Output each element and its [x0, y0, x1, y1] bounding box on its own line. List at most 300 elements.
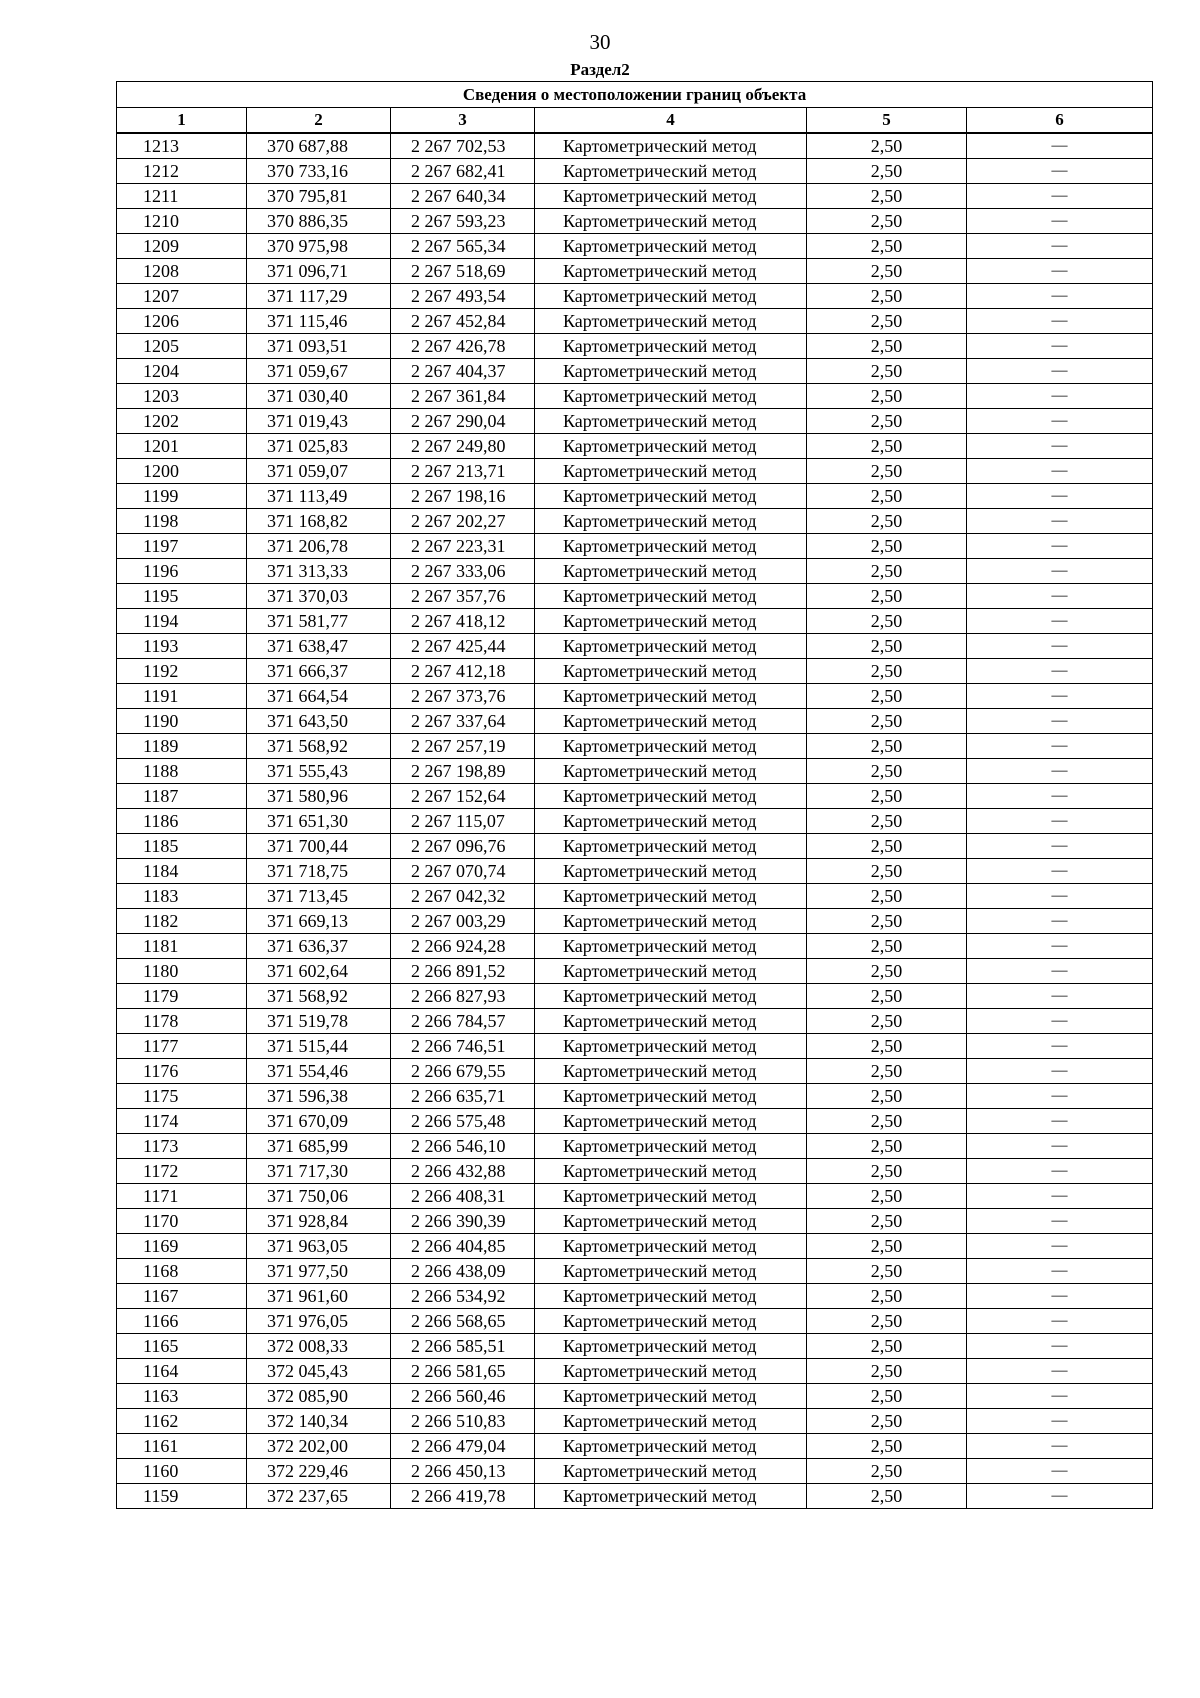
y-coordinate-cell: 2 267 337,64	[391, 709, 535, 734]
description-cell: —	[967, 184, 1153, 209]
y-coordinate-cell: 2 267 518,69	[391, 259, 535, 284]
precision-cell: 2,50	[807, 1234, 967, 1259]
y-coordinate-cell: 2 267 425,44	[391, 634, 535, 659]
description-cell: —	[967, 1134, 1153, 1159]
x-coordinate-cell: 371 664,54	[247, 684, 391, 709]
method-cell: Картометрический метод	[535, 1359, 807, 1384]
description-cell: —	[967, 634, 1153, 659]
y-coordinate-cell: 2 267 373,76	[391, 684, 535, 709]
y-coordinate-cell: 2 267 412,18	[391, 659, 535, 684]
method-cell: Картометрический метод	[535, 509, 807, 534]
precision-cell: 2,50	[807, 809, 967, 834]
y-coordinate-cell: 2 266 891,52	[391, 959, 535, 984]
x-coordinate-cell: 371 685,99	[247, 1134, 391, 1159]
y-coordinate-cell: 2 267 152,64	[391, 784, 535, 809]
point-number-cell: 1167	[117, 1284, 247, 1309]
y-coordinate-cell: 2 267 115,07	[391, 809, 535, 834]
y-coordinate-cell: 2 266 560,46	[391, 1384, 535, 1409]
x-coordinate-cell: 371 313,33	[247, 559, 391, 584]
table-row	[117, 384, 1153, 409]
method-cell: Картометрический метод	[535, 133, 807, 159]
table-row	[117, 1334, 1153, 1359]
y-coordinate-cell: 2 267 290,04	[391, 409, 535, 434]
precision-cell: 2,50	[807, 259, 967, 284]
x-coordinate-cell: 371 961,60	[247, 1284, 391, 1309]
table-row	[117, 133, 1153, 159]
x-coordinate-cell: 371 669,13	[247, 909, 391, 934]
precision-cell: 2,50	[807, 284, 967, 309]
point-number-cell: 1199	[117, 484, 247, 509]
precision-cell: 2,50	[807, 1134, 967, 1159]
point-number-cell: 1171	[117, 1184, 247, 1209]
description-cell: —	[967, 459, 1153, 484]
point-number-cell: 1208	[117, 259, 247, 284]
table-body	[117, 133, 1153, 1509]
precision-cell: 2,50	[807, 834, 967, 859]
table-row	[117, 909, 1153, 934]
method-cell: Картометрический метод	[535, 384, 807, 409]
method-cell: Картометрический метод	[535, 1484, 807, 1509]
y-coordinate-cell: 2 266 408,31	[391, 1184, 535, 1209]
x-coordinate-cell: 371 096,71	[247, 259, 391, 284]
table-row	[117, 234, 1153, 259]
precision-cell: 2,50	[807, 934, 967, 959]
point-number-cell: 1202	[117, 409, 247, 434]
description-cell: —	[967, 159, 1153, 184]
y-coordinate-cell: 2 267 202,27	[391, 509, 535, 534]
table-row	[117, 584, 1153, 609]
description-cell: —	[967, 484, 1153, 509]
x-coordinate-cell: 372 202,00	[247, 1434, 391, 1459]
x-coordinate-cell: 371 581,77	[247, 609, 391, 634]
precision-cell: 2,50	[807, 434, 967, 459]
y-coordinate-cell: 2 266 575,48	[391, 1109, 535, 1134]
table-row	[117, 1359, 1153, 1384]
table-row	[117, 1159, 1153, 1184]
table-row	[117, 159, 1153, 184]
y-coordinate-cell: 2 267 003,29	[391, 909, 535, 934]
point-number-cell: 1164	[117, 1359, 247, 1384]
y-coordinate-cell: 2 267 257,19	[391, 734, 535, 759]
method-cell: Картометрический метод	[535, 1009, 807, 1034]
precision-cell: 2,50	[807, 1359, 967, 1384]
point-number-cell: 1160	[117, 1459, 247, 1484]
x-coordinate-cell: 371 718,75	[247, 859, 391, 884]
point-number-cell: 1162	[117, 1409, 247, 1434]
precision-cell: 2,50	[807, 359, 967, 384]
precision-cell: 2,50	[807, 384, 967, 409]
column-header-row	[117, 108, 1153, 134]
precision-cell: 2,50	[807, 1384, 967, 1409]
table-row	[117, 209, 1153, 234]
method-cell: Картометрический метод	[535, 1259, 807, 1284]
precision-cell: 2,50	[807, 1059, 967, 1084]
point-number-cell: 1187	[117, 784, 247, 809]
description-cell: —	[967, 784, 1153, 809]
x-coordinate-cell: 370 975,98	[247, 234, 391, 259]
y-coordinate-cell: 2 267 404,37	[391, 359, 535, 384]
method-cell: Картометрический метод	[535, 209, 807, 234]
description-cell: —	[967, 659, 1153, 684]
table-row	[117, 1309, 1153, 1334]
x-coordinate-cell: 371 059,67	[247, 359, 391, 384]
y-coordinate-cell: 2 267 096,76	[391, 834, 535, 859]
precision-cell: 2,50	[807, 1434, 967, 1459]
table-row	[117, 1459, 1153, 1484]
method-cell: Картометрический метод	[535, 359, 807, 384]
y-coordinate-cell: 2 267 223,31	[391, 534, 535, 559]
x-coordinate-cell: 371 370,03	[247, 584, 391, 609]
point-number-cell: 1179	[117, 984, 247, 1009]
x-coordinate-cell: 370 886,35	[247, 209, 391, 234]
y-coordinate-cell: 2 267 418,12	[391, 609, 535, 634]
table-row	[117, 459, 1153, 484]
description-cell: —	[967, 1384, 1153, 1409]
precision-cell: 2,50	[807, 1084, 967, 1109]
precision-cell: 2,50	[807, 559, 967, 584]
precision-cell: 2,50	[807, 959, 967, 984]
table-row	[117, 309, 1153, 334]
x-coordinate-cell: 371 928,84	[247, 1209, 391, 1234]
point-number-cell: 1210	[117, 209, 247, 234]
column-header-5: 5	[807, 108, 967, 134]
method-cell: Картометрический метод	[535, 909, 807, 934]
boundary-coordinates-table	[116, 81, 1153, 1509]
method-cell: Картометрический метод	[535, 584, 807, 609]
point-number-cell: 1192	[117, 659, 247, 684]
method-cell: Картометрический метод	[535, 784, 807, 809]
method-cell: Картометрический метод	[535, 1334, 807, 1359]
method-cell: Картометрический метод	[535, 759, 807, 784]
precision-cell: 2,50	[807, 784, 967, 809]
point-number-cell: 1161	[117, 1434, 247, 1459]
precision-cell: 2,50	[807, 159, 967, 184]
description-cell: —	[967, 209, 1153, 234]
y-coordinate-cell: 2 267 361,84	[391, 384, 535, 409]
method-cell: Картометрический метод	[535, 409, 807, 434]
precision-cell: 2,50	[807, 659, 967, 684]
x-coordinate-cell: 371 963,05	[247, 1234, 391, 1259]
table-row	[117, 884, 1153, 909]
description-cell: —	[967, 684, 1153, 709]
table-row	[117, 1384, 1153, 1409]
y-coordinate-cell: 2 267 452,84	[391, 309, 535, 334]
description-cell: —	[967, 559, 1153, 584]
point-number-cell: 1186	[117, 809, 247, 834]
precision-cell: 2,50	[807, 1284, 967, 1309]
y-coordinate-cell: 2 266 568,65	[391, 1309, 535, 1334]
table-caption-row	[117, 82, 1153, 108]
table-row	[117, 709, 1153, 734]
x-coordinate-cell: 371 568,92	[247, 734, 391, 759]
method-cell: Картометрический метод	[535, 684, 807, 709]
method-cell: Картометрический метод	[535, 184, 807, 209]
description-cell: —	[967, 309, 1153, 334]
method-cell: Картометрический метод	[535, 634, 807, 659]
table-row	[117, 559, 1153, 584]
table-row	[117, 809, 1153, 834]
description-cell: —	[967, 1284, 1153, 1309]
column-header-3: 3	[391, 108, 535, 134]
x-coordinate-cell: 370 795,81	[247, 184, 391, 209]
description-cell: —	[967, 384, 1153, 409]
description-cell: —	[967, 884, 1153, 909]
point-number-cell: 1197	[117, 534, 247, 559]
precision-cell: 2,50	[807, 1259, 967, 1284]
method-cell: Картометрический метод	[535, 259, 807, 284]
table-row	[117, 1009, 1153, 1034]
x-coordinate-cell: 371 113,49	[247, 484, 391, 509]
table-row	[117, 1484, 1153, 1509]
y-coordinate-cell: 2 266 419,78	[391, 1484, 535, 1509]
method-cell: Картометрический метод	[535, 884, 807, 909]
point-number-cell: 1204	[117, 359, 247, 384]
y-coordinate-cell: 2 266 924,28	[391, 934, 535, 959]
method-cell: Картометрический метод	[535, 1134, 807, 1159]
y-coordinate-cell: 2 266 510,83	[391, 1409, 535, 1434]
precision-cell: 2,50	[807, 234, 967, 259]
precision-cell: 2,50	[807, 1409, 967, 1434]
point-number-cell: 1203	[117, 384, 247, 409]
description-cell: —	[967, 1034, 1153, 1059]
description-cell: —	[967, 1334, 1153, 1359]
method-cell: Картометрический метод	[535, 659, 807, 684]
point-number-cell: 1209	[117, 234, 247, 259]
y-coordinate-cell: 2 267 426,78	[391, 334, 535, 359]
x-coordinate-cell: 370 687,88	[247, 133, 391, 159]
y-coordinate-cell: 2 266 746,51	[391, 1034, 535, 1059]
table-row	[117, 259, 1153, 284]
x-coordinate-cell: 371 602,64	[247, 959, 391, 984]
precision-cell: 2,50	[807, 1034, 967, 1059]
precision-cell: 2,50	[807, 484, 967, 509]
description-cell: —	[967, 1209, 1153, 1234]
x-coordinate-cell: 371 977,50	[247, 1259, 391, 1284]
y-coordinate-cell: 2 266 534,92	[391, 1284, 535, 1309]
description-cell: —	[967, 434, 1153, 459]
point-number-cell: 1169	[117, 1234, 247, 1259]
x-coordinate-cell: 371 638,47	[247, 634, 391, 659]
description-cell: —	[967, 234, 1153, 259]
description-cell: —	[967, 584, 1153, 609]
x-coordinate-cell: 371 568,92	[247, 984, 391, 1009]
description-cell: —	[967, 959, 1153, 984]
description-cell: —	[967, 834, 1153, 859]
table-row	[117, 734, 1153, 759]
y-coordinate-cell: 2 267 070,74	[391, 859, 535, 884]
point-number-cell: 1213	[117, 133, 247, 159]
precision-cell: 2,50	[807, 334, 967, 359]
point-number-cell: 1159	[117, 1484, 247, 1509]
x-coordinate-cell: 371 666,37	[247, 659, 391, 684]
point-number-cell: 1212	[117, 159, 247, 184]
point-number-cell: 1178	[117, 1009, 247, 1034]
precision-cell: 2,50	[807, 709, 967, 734]
x-coordinate-cell: 372 045,43	[247, 1359, 391, 1384]
point-number-cell: 1184	[117, 859, 247, 884]
method-cell: Картометрический метод	[535, 1034, 807, 1059]
precision-cell: 2,50	[807, 584, 967, 609]
table-row	[117, 1234, 1153, 1259]
description-cell: —	[967, 1084, 1153, 1109]
precision-cell: 2,50	[807, 459, 967, 484]
table-row	[117, 834, 1153, 859]
y-coordinate-cell: 2 266 432,88	[391, 1159, 535, 1184]
method-cell: Картометрический метод	[535, 1084, 807, 1109]
point-number-cell: 1163	[117, 1384, 247, 1409]
method-cell: Картометрический метод	[535, 1309, 807, 1334]
description-cell: —	[967, 133, 1153, 159]
y-coordinate-cell: 2 266 479,04	[391, 1434, 535, 1459]
x-coordinate-cell: 371 117,29	[247, 284, 391, 309]
method-cell: Картометрический метод	[535, 959, 807, 984]
description-cell: —	[967, 284, 1153, 309]
x-coordinate-cell: 372 237,65	[247, 1484, 391, 1509]
x-coordinate-cell: 371 515,44	[247, 1034, 391, 1059]
table-row	[117, 1284, 1153, 1309]
description-cell: —	[967, 1434, 1153, 1459]
point-number-cell: 1177	[117, 1034, 247, 1059]
table-row	[117, 409, 1153, 434]
method-cell: Картометрический метод	[535, 609, 807, 634]
y-coordinate-cell: 2 267 565,34	[391, 234, 535, 259]
x-coordinate-cell: 371 019,43	[247, 409, 391, 434]
x-coordinate-cell: 371 643,50	[247, 709, 391, 734]
table-row	[117, 859, 1153, 884]
x-coordinate-cell: 371 030,40	[247, 384, 391, 409]
point-number-cell: 1201	[117, 434, 247, 459]
description-cell: —	[967, 534, 1153, 559]
x-coordinate-cell: 371 750,06	[247, 1184, 391, 1209]
precision-cell: 2,50	[807, 1459, 967, 1484]
method-cell: Картометрический метод	[535, 1459, 807, 1484]
description-cell: —	[967, 859, 1153, 884]
table-row	[117, 659, 1153, 684]
y-coordinate-cell: 2 266 585,51	[391, 1334, 535, 1359]
description-cell: —	[967, 1484, 1153, 1509]
description-cell: —	[967, 709, 1153, 734]
precision-cell: 2,50	[807, 309, 967, 334]
method-cell: Картометрический метод	[535, 809, 807, 834]
description-cell: —	[967, 734, 1153, 759]
table-row	[117, 959, 1153, 984]
point-number-cell: 1173	[117, 1134, 247, 1159]
precision-cell: 2,50	[807, 509, 967, 534]
description-cell: —	[967, 1409, 1153, 1434]
method-cell: Картометрический метод	[535, 934, 807, 959]
description-cell: —	[967, 409, 1153, 434]
y-coordinate-cell: 2 267 493,54	[391, 284, 535, 309]
table-row	[117, 334, 1153, 359]
description-cell: —	[967, 1159, 1153, 1184]
x-coordinate-cell: 372 085,90	[247, 1384, 391, 1409]
description-cell: —	[967, 809, 1153, 834]
table-row	[117, 1109, 1153, 1134]
x-coordinate-cell: 371 115,46	[247, 309, 391, 334]
y-coordinate-cell: 2 266 390,39	[391, 1209, 535, 1234]
precision-cell: 2,50	[807, 1209, 967, 1234]
description-cell: —	[967, 1234, 1153, 1259]
x-coordinate-cell: 372 140,34	[247, 1409, 391, 1434]
point-number-cell: 1181	[117, 934, 247, 959]
table-row	[117, 609, 1153, 634]
precision-cell: 2,50	[807, 634, 967, 659]
table-row	[117, 934, 1153, 959]
point-number-cell: 1191	[117, 684, 247, 709]
method-cell: Картометрический метод	[535, 859, 807, 884]
point-number-cell: 1166	[117, 1309, 247, 1334]
precision-cell: 2,50	[807, 884, 967, 909]
description-cell: —	[967, 1309, 1153, 1334]
table-row	[117, 1184, 1153, 1209]
x-coordinate-cell: 371 713,45	[247, 884, 391, 909]
method-cell: Картометрический метод	[535, 1234, 807, 1259]
table-row	[117, 1034, 1153, 1059]
description-cell: —	[967, 984, 1153, 1009]
x-coordinate-cell: 371 976,05	[247, 1309, 391, 1334]
method-cell: Картометрический метод	[535, 1109, 807, 1134]
y-coordinate-cell: 2 267 213,71	[391, 459, 535, 484]
y-coordinate-cell: 2 267 333,06	[391, 559, 535, 584]
point-number-cell: 1206	[117, 309, 247, 334]
method-cell: Картометрический метод	[535, 159, 807, 184]
method-cell: Картометрический метод	[535, 734, 807, 759]
description-cell: —	[967, 509, 1153, 534]
method-cell: Картометрический метод	[535, 559, 807, 584]
point-number-cell: 1168	[117, 1259, 247, 1284]
y-coordinate-cell: 2 266 679,55	[391, 1059, 535, 1084]
section-title: Раздел2	[570, 60, 630, 79]
point-number-cell: 1176	[117, 1059, 247, 1084]
table-row	[117, 1209, 1153, 1234]
description-cell: —	[967, 1359, 1153, 1384]
point-number-cell: 1185	[117, 834, 247, 859]
table-row	[117, 359, 1153, 384]
precision-cell: 2,50	[807, 1184, 967, 1209]
precision-cell: 2,50	[807, 1009, 967, 1034]
y-coordinate-cell: 2 267 042,32	[391, 884, 535, 909]
point-number-cell: 1195	[117, 584, 247, 609]
description-cell: —	[967, 1259, 1153, 1284]
description-cell: —	[967, 759, 1153, 784]
method-cell: Картометрический метод	[535, 1384, 807, 1409]
precision-cell: 2,50	[807, 1309, 967, 1334]
point-number-cell: 1172	[117, 1159, 247, 1184]
method-cell: Картометрический метод	[535, 984, 807, 1009]
y-coordinate-cell: 2 267 702,53	[391, 133, 535, 159]
description-cell: —	[967, 1009, 1153, 1034]
precision-cell: 2,50	[807, 909, 967, 934]
y-coordinate-cell: 2 267 640,34	[391, 184, 535, 209]
description-cell: —	[967, 334, 1153, 359]
description-cell: —	[967, 934, 1153, 959]
table-row	[117, 184, 1153, 209]
method-cell: Картометрический метод	[535, 709, 807, 734]
precision-cell: 2,50	[807, 409, 967, 434]
precision-cell: 2,50	[807, 609, 967, 634]
description-cell: —	[967, 909, 1153, 934]
point-number-cell: 1200	[117, 459, 247, 484]
x-coordinate-cell: 371 168,82	[247, 509, 391, 534]
precision-cell: 2,50	[807, 984, 967, 1009]
y-coordinate-cell: 2 267 249,80	[391, 434, 535, 459]
table-row	[117, 684, 1153, 709]
table-caption: Сведения о местоположении границ объекта	[117, 82, 1153, 108]
point-number-cell: 1194	[117, 609, 247, 634]
method-cell: Картометрический метод	[535, 459, 807, 484]
x-coordinate-cell: 372 229,46	[247, 1459, 391, 1484]
method-cell: Картометрический метод	[535, 1209, 807, 1234]
